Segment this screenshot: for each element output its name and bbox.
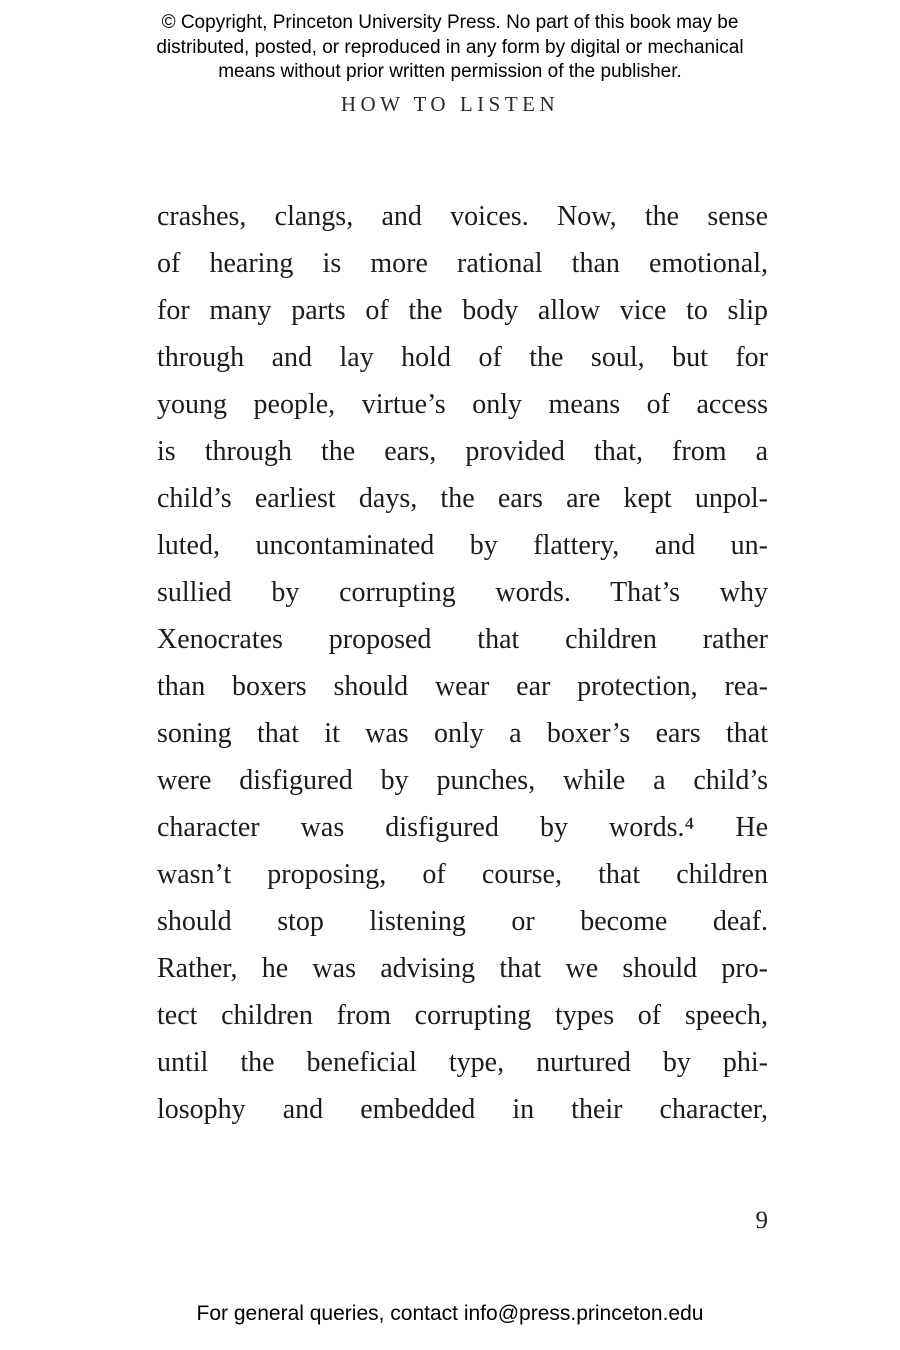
body-line: should stop listening or become deaf. <box>157 906 768 937</box>
copyright-line: means without prior written permission of the publisher. <box>218 61 682 82</box>
body-line: is through the ears, provided that, from a <box>157 436 768 467</box>
body-line: young people, virtue’s only means of access <box>157 389 768 420</box>
body-line: than boxers should wear ear protection, rea- <box>157 671 768 702</box>
body-line: wasn’t proposing, of course, that children <box>157 859 768 890</box>
body-line: of hearing is more rational than emotional, <box>157 248 768 279</box>
body-line: character was disfigured by words.⁴ He <box>157 812 768 843</box>
body-line: losophy and embedded in their character, <box>157 1094 768 1125</box>
body-line: through and lay hold of the soul, but for <box>157 342 768 373</box>
body-line: crashes, clangs, and voices. Now, the sense <box>157 201 768 232</box>
body-line: were disfigured by punches, while a child’s <box>157 765 768 796</box>
copyright-notice <box>0 11 900 85</box>
footer-contact: For general queries, contact info@press.princeton.edu <box>196 1302 704 1325</box>
body-line: child’s earliest days, the ears are kept unpol- <box>157 483 768 514</box>
page-number: 9 <box>755 1207 768 1234</box>
copyright-line: © Copyright, Princeton University Press. No part of this book may be <box>161 12 739 33</box>
body-line: until the beneficial type, nurtured by phi- <box>157 1047 768 1078</box>
body-line: soning that it was only a boxer’s ears that <box>157 718 768 749</box>
copyright-line: distributed, posted, or reproduced in any form by digital or mechanical <box>156 36 744 58</box>
body-line: luted, uncontaminated by flattery, and un- <box>157 530 768 561</box>
body-line: sullied by corrupting words. That’s why <box>157 577 768 608</box>
body-line: tect children from corrupting types of speech, <box>157 1000 768 1031</box>
body-line: Xenocrates proposed that children rather <box>157 624 768 655</box>
body-text <box>157 193 768 1133</box>
body-line: Rather, he was advising that we should pro- <box>157 953 768 984</box>
running-head: HOW TO LISTEN <box>340 92 560 116</box>
body-line: for many parts of the body allow vice to slip <box>157 295 768 326</box>
